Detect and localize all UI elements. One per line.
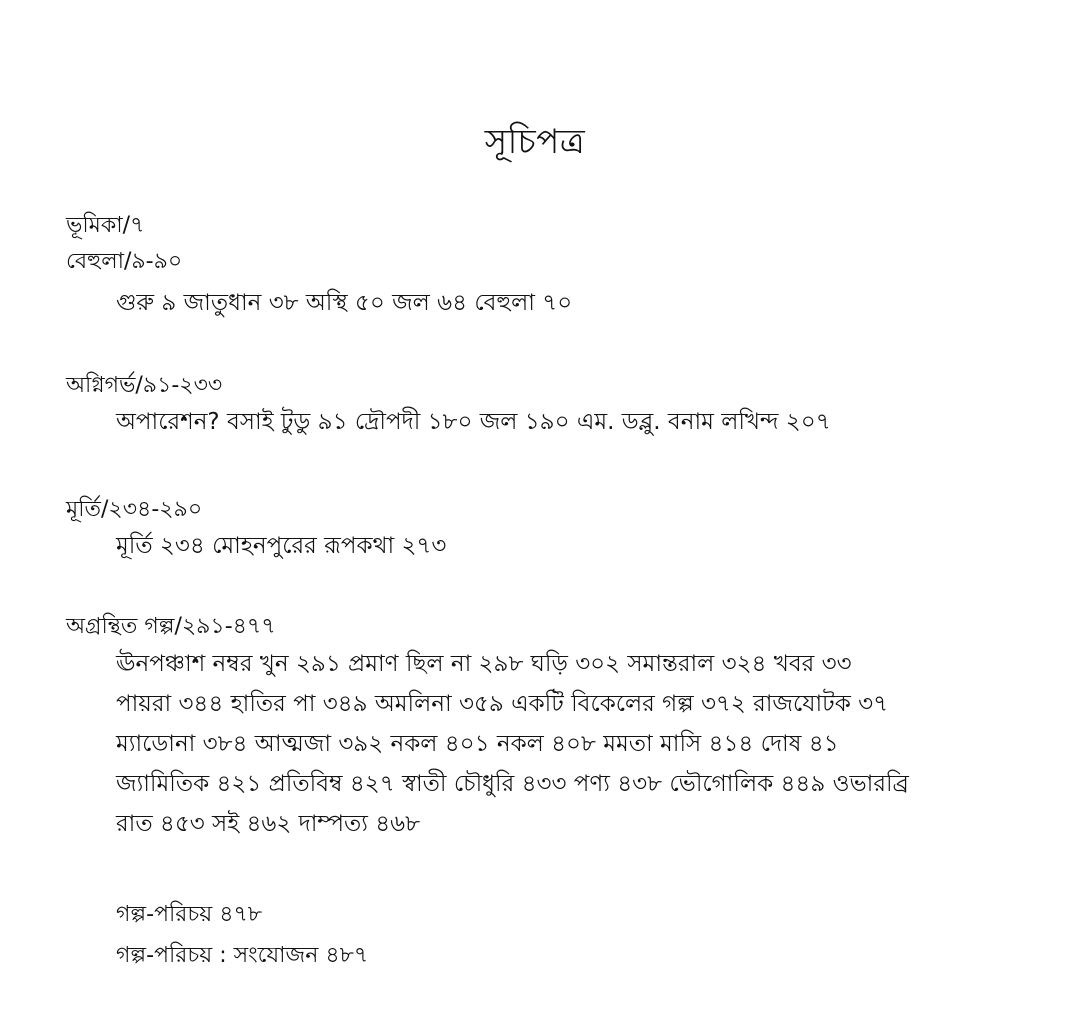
appendix-galpa-parichay-sanjojan: গল্প-পরিচয় : সংযোজন ৪৮৭ <box>116 943 369 968</box>
section-entry-line: অপারেশন? বসাই টুডু ৯১ দ্রৌপদী ১৮০ জল ১৯০ এম. ডব্লু. বনাম লখিন্দ ২০৭ <box>116 409 831 435</box>
section-heading-agnigarbha: অগ্নিগর্ভ/৯১-২৩৩ <box>66 373 223 398</box>
section-entry-line: জ্যামিতিক ৪২১ প্রতিবিম্ব ৪২৭ স্বাতী চৌধুরি ৪৩৩ পণ্য ৪৩৮ ভৌগোলিক ৪৪৯ ওভারব্রি <box>116 771 909 797</box>
section-entry-line: ঊনপঞ্চাশ নম্বর খুন ২৯১ প্রমাণ ছিল না ২৯৮ ঘড়ি ৩০২ সমান্তরাল ৩২৪ খবর ৩৩ <box>116 651 852 677</box>
section-entry-line: মূর্তি ২৩৪ মোহনপুরের রূপকথা ২৭৩ <box>116 533 447 559</box>
section-entry-line: গুরু ৯ জাতুধান ৩৮ অস্থি ৫০ জল ৬৪ বেহুলা ৭০ <box>116 290 573 316</box>
section-entry-line: পায়রা ৩৪৪ হাতির পা ৩৪৯ অমলিনা ৩৫৯ একটি বিকেলের গল্প ৩৭২ রাজযোটক ৩৭ <box>116 691 889 717</box>
page-title: সূচিপত্র <box>484 122 586 162</box>
section-entry-line: ম্যাডোনা ৩৮৪ আত্মজা ৩৯২ নকল ৪০১ নকল ৪০৮ মমতা মাসি ৪১৪ দোষ ৪১ <box>116 731 839 757</box>
section-heading-murti: মূর্তি/২৩৪-২৯০ <box>66 497 203 522</box>
section-heading-behula: বেহুলা/৯-৯০ <box>66 249 183 274</box>
section-heading-bhumika: ভূমিকা/৭ <box>66 213 145 238</box>
appendix-galpa-parichay: গল্প-পরিচয় ৪৭৮ <box>116 902 263 927</box>
section-entry-line: রাত ৪৫৩ সই ৪৬২ দাম্পত্য ৪৬৮ <box>116 811 421 837</box>
section-heading-agranthita-galpa: অগ্রন্থিত গল্প/২৯১-৪৭৭ <box>66 614 276 639</box>
